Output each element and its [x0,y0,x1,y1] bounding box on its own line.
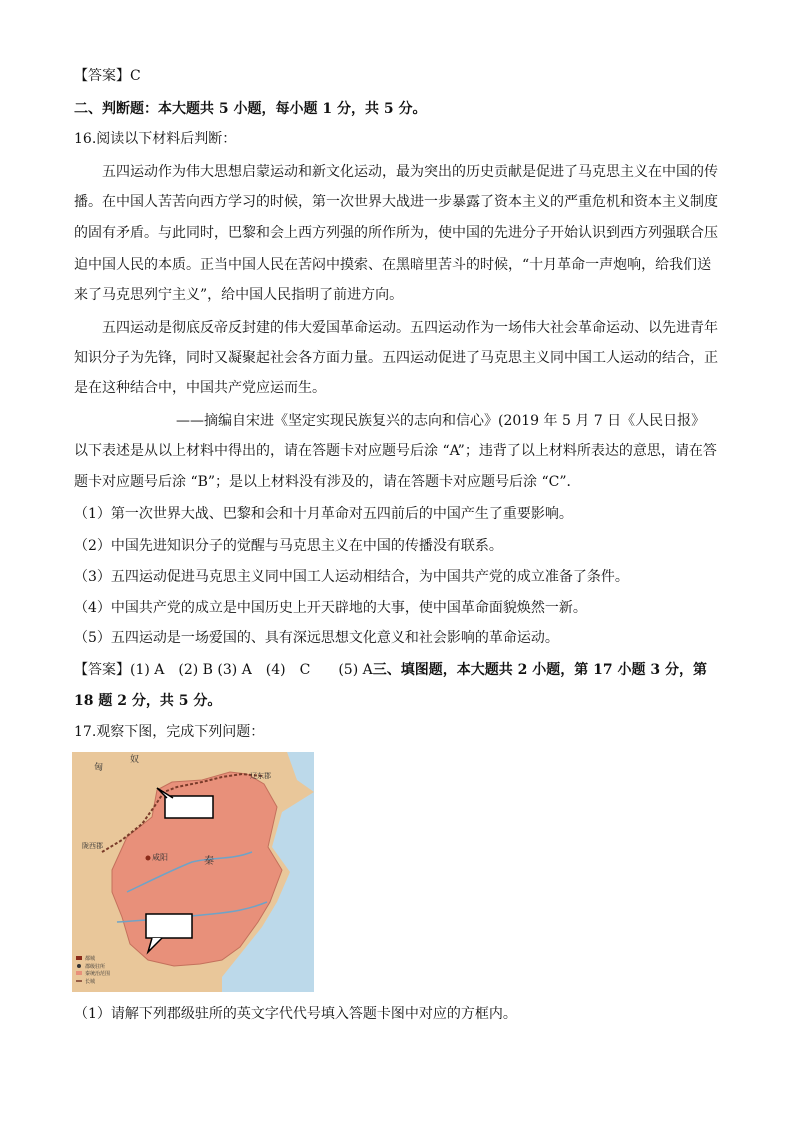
previous-answer: 【答案】C [74,68,141,84]
legend-commandery: 郡级驻所 [85,964,106,970]
material-source: ——摘编自宋进《坚定实现民族复兴的志向和信心》(2019 年 5 月 7 日《人民日报》 [176,413,706,429]
instructions: 以下表述是从以上材料中得出的，请在答题卡对应题号后涂 “A”；违背了以上材料所表达的意思，请在答 [74,443,717,459]
section-3-heading-cont: 18 题 2 分，共 5 分。 [74,693,222,709]
capital-marker [146,856,151,861]
map-label-longxi: 陇西郡 [82,842,103,850]
section-3-heading: 三、填图题，本大题共 2 小题，第 17 小题 3 分，第 [372,662,707,678]
legend-swatch-commandery [77,964,81,968]
answer-box-south[interactable] [146,914,192,938]
answer-16-values: 【答案】(1) A (2) B (3) A (4) C (5) A [74,662,373,678]
section-2-heading: 二、判断题：本大题共 5 小题，每小题 1 分，共 5 分。 [74,101,427,117]
map-label-xiongnu-1: 匈 [94,763,104,773]
qin-dynasty-map [72,752,314,992]
map-label-xianyang: 咸阳 [152,853,168,862]
material-paragraph-1: 来了马克思列宁主义”，给中国人民指明了前进方向。 [74,287,404,303]
answer-16 [74,660,707,680]
statement-1: （1）第一次世界大战、巴黎和会和十月革命对五四前后的中国产生了重要影响。 [74,506,573,522]
legend-wall: 长城 [85,979,96,985]
statement-5: （5）五四运动是一场爱国的、具有深远思想文化意义和社会影响的革命运动。 [74,630,559,646]
material-paragraph-2: 是在这种结合中，中国共产党应运而生。 [74,380,326,396]
legend-qin: 秦统治范围 [85,971,111,977]
map-label-qin: 秦 [204,856,214,867]
material-paragraph-1: 的固有矛盾。与此同时，巴黎和会上西方列强的所作所为，使中国的先进分子开始认识到西方列强联合压 [74,225,718,241]
instructions: 题卡对应题号后涂 “B”；是以上材料没有涉及的，请在答题卡对应题号后涂 “C”． [74,474,581,490]
statement-2: （2）中国先进知识分子的觉醒与马克思主义在中国的传播没有联系。 [74,538,503,554]
material-paragraph-2: 知识分子为先锋，同时又凝聚起社会各方面力量。五四运动促进了马克思主义同中国工人运动的结合，正 [74,350,718,366]
question-17-title: 17.观察下图，完成下列问题： [74,724,265,740]
material-paragraph-1: 迫中国人民的本质。正当中国人民在苦闷中摸索、在黑暗里苦斗的时候，“十月革命一声炮响，给我们送 [74,257,712,273]
statement-3: （3）五四运动促进马克思主义同中国工人运动相结合，为中国共产党的成立准备了条件。 [74,569,629,585]
material-paragraph-2: 五四运动是彻底反帝反封建的伟大爱国革命运动。五四运动作为一场伟大社会革命运动、以先进青年 [102,320,718,336]
legend-capital: 都城 [85,956,96,962]
map-label-xiongnu-2: 奴 [130,755,140,765]
question-17-part-1: （1）请解下列郡级驻所的英文字代代号填入答题卡图中对应的方框内。 [74,1006,517,1022]
legend-swatch-capital [76,956,82,960]
question-16-title: 16.阅读以下材料后判断： [74,131,237,147]
statement-4: （4）中国共产党的成立是中国历史上开天辟地的大事，使中国革命面貌焕然一新。 [74,600,587,616]
answer-box-north[interactable] [165,796,213,818]
material-paragraph-1: 五四运动作为伟大思想启蒙运动和新文化运动，最为突出的历史贡献是促进了马克思主义在中国的传 [102,164,718,180]
material-paragraph-1: 播。在中国人苦苦向西方学习的时候，第一次世界大战进一步暴露了资本主义的严重危机和资本主义制度 [74,194,718,210]
map-label-liaodong: 辽东郡 [250,772,271,780]
legend-swatch-qin [76,971,82,975]
